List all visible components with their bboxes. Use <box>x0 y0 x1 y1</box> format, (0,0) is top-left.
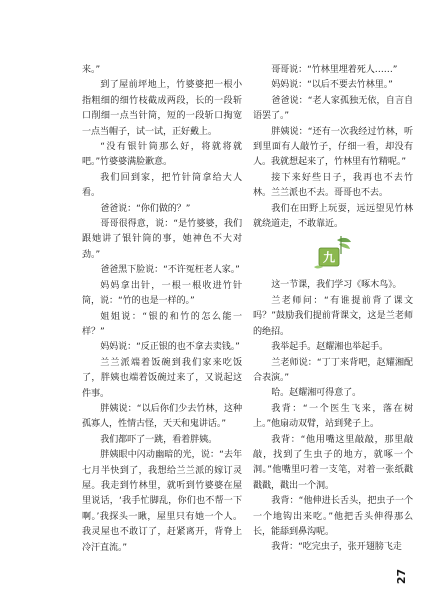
paragraph: 我背：“他用嘴这里敲敲，那里敲敲，找到了生虫子的地方，就啄一个洞。”他嘴里叼着一支笔，对着一张纸戳戳戳，戳出一个洞。 <box>253 434 413 491</box>
left-column <box>82 63 242 556</box>
paragraph: 我背：“一个医生飞来，落在树上。”他扇动双臂，站到凳子上。 <box>253 403 413 430</box>
paragraph: 妈妈拿出针，一根一根收进竹针筒，说：“竹的也是一样的。” <box>82 280 242 307</box>
divider-badge-text: 九 <box>323 250 335 265</box>
paragraph: 哥哥说：“竹林里埋着死人……” <box>271 65 398 75</box>
section-divider <box>253 234 413 274</box>
paragraph: 我们回到家，把竹针筒拿给大人看。 <box>82 172 242 199</box>
paragraph: 到了屋前坪地上，竹婆婆把一根小指粗细的细竹枝截成两段，长的一段斩口削细一点当针筒，短的一段斩口掏宽一点当帽子，试一试，正好戴上。 <box>82 80 242 137</box>
paragraph: 爸爸黑下脸说：“不许冤枉老人家。” <box>100 265 240 276</box>
paragraph: 我背：“吃完虫子，张开翅膀飞走 <box>271 542 402 553</box>
paragraph: 哥哥很得意，说：“是竹婆婆，我们跟她讲了银针筒的事，她神色不大对劲。” <box>82 219 242 260</box>
paragraph: 我背：“他伸进长舌头，把虫子一个一个地钩出来吃。”他把舌头伸得那么长，能舔到鼻沟呢。 <box>253 496 413 537</box>
paragraph: 哈。赵耀湘可得意了。 <box>271 388 362 399</box>
paragraph: 妈妈说：“以后不要去竹林里。” <box>271 80 393 91</box>
paragraph: 这一节课，我们学习《啄木鸟》。 <box>271 280 402 291</box>
paragraph: 兰老师问：“有谁提前背了课文吗？”鼓励我们提前背课文，这是兰老师的绝招。 <box>253 295 413 337</box>
paragraph: 我们在田野上玩耍，远远望见竹林就绕道走，不敢靠近。 <box>253 203 413 230</box>
paragraph: 爸爸说：“你们做的？” <box>100 203 191 214</box>
right-column-bottom <box>253 278 413 555</box>
paragraph: 兰兰派端着饭碗到我们家来吃饭了，胖姨也端着饭碗过来了，又说起这件事。 <box>82 357 242 399</box>
paragraph: 妈妈说：“反正银的也不拿去卖钱。” <box>100 342 240 353</box>
paragraph: 我举起手。赵耀湘也举起手。 <box>271 342 389 353</box>
paragraph: 姐姐说：“银的和竹的怎么能一样？” <box>82 311 242 337</box>
paragraph: 胖姨说：“还有一次我经过竹林，听到里面有人敲竹子，仔细一看，却没有人。我就想起来了，竹林里有竹精呢。” <box>253 126 413 168</box>
paragraph: 胖姨眼中闪动幽暗的光，说：“去年七月半快到了，我想给兰兰派的嫁订灵屋。我走到竹林里，就听到竹婆婆在屋里说话，‘我手忙脚乱，你们也不帮一下啊。’我探头一瞅，屋里只有她一个人。我灵屋也不敢订了，赶紧离开，背脊上冷汗直流。” <box>82 450 242 553</box>
paragraph: 兰老师说：“丁丁来背吧，赵耀湘配合表演。” <box>253 357 413 383</box>
paragraph: 我们都吓了一跳，看着胖姨。 <box>100 434 218 445</box>
bamboo-badge-icon <box>313 234 353 274</box>
paragraph: 胖姨说：“以后你们少去竹林，这种孤寡人，性情古怪，天天和鬼讲话。” <box>82 403 242 430</box>
right-column <box>253 63 413 556</box>
paragraph: 接下来好些日子，我再也不去竹林。兰兰派也不去。哥哥也不去。 <box>253 172 413 199</box>
page-number: 27 <box>394 568 408 585</box>
paragraph: 爸爸说：“老人家孤独无依，自言自语罢了。” <box>253 95 413 122</box>
paragraph: “没有银针筒那么好，将就将就吧。”竹婆婆满脸歉意。 <box>82 142 242 168</box>
paragraph: 来。” <box>82 65 101 75</box>
right-column-top <box>253 63 413 232</box>
